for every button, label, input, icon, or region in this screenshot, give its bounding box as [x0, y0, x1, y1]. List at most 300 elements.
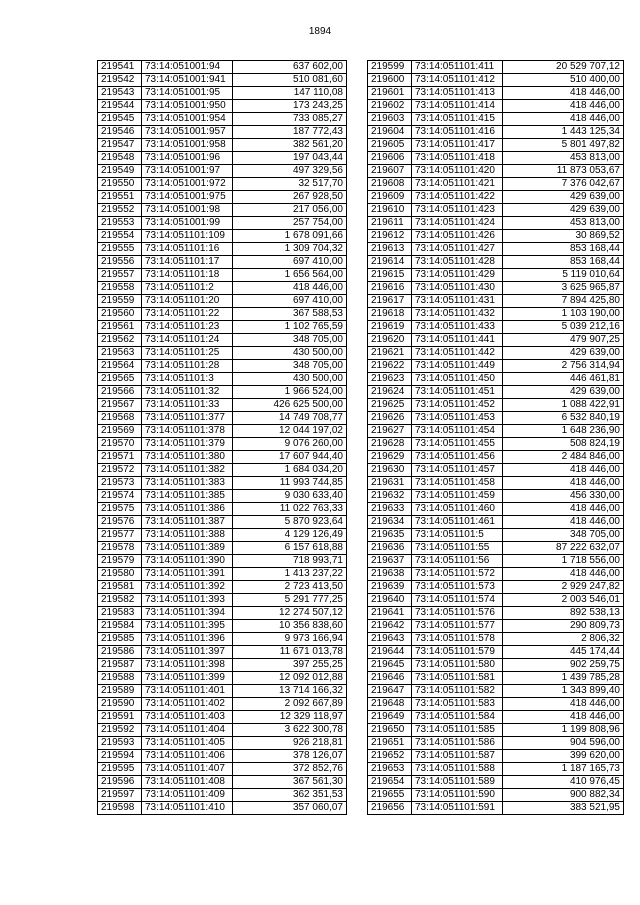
table-row: [368, 282, 624, 295]
row-number: 219637: [368, 555, 412, 568]
cadastral-number: 73:14:051101:56: [412, 555, 503, 568]
table-row: [368, 529, 624, 542]
cadastral-value: 497 329,56: [233, 165, 347, 178]
cadastral-number: 73:14:051101:414: [412, 100, 503, 113]
row-number: 219605: [368, 139, 412, 152]
cadastral-number: 73:14:051101:588: [412, 763, 503, 776]
row-number: 219585: [98, 633, 142, 646]
table-row: [98, 555, 347, 568]
cadastral-number: 73:14:051101:442: [412, 347, 503, 360]
row-number: 219565: [98, 373, 142, 386]
table-row: [98, 672, 347, 685]
table-row: [98, 204, 347, 217]
row-number: 219581: [98, 581, 142, 594]
row-number: 219586: [98, 646, 142, 659]
row-number: 219575: [98, 503, 142, 516]
table-row: [368, 360, 624, 373]
cadastral-value: 5 119 010,64: [503, 269, 624, 282]
row-number: 219564: [98, 360, 142, 373]
table-row: [98, 594, 347, 607]
table-row: [98, 321, 347, 334]
table-row: [98, 347, 347, 360]
cadastral-value: 418 446,00: [503, 100, 624, 113]
cadastral-value: 2 723 413,50: [233, 581, 347, 594]
row-number: 219617: [368, 295, 412, 308]
cadastral-number: 73:14:051101:5: [412, 529, 503, 542]
cadastral-value: 12 092 012,88: [233, 672, 347, 685]
table-row: [98, 503, 347, 516]
row-number: 219603: [368, 113, 412, 126]
cadastral-value: 1 102 765,59: [233, 321, 347, 334]
cadastral-value: 2 003 546,01: [503, 594, 624, 607]
table-row: [98, 178, 347, 191]
cadastral-number: 73:14:051101:450: [412, 373, 503, 386]
cadastral-number: 73:14:051101:418: [412, 152, 503, 165]
row-number: 219598: [98, 802, 142, 815]
cadastral-value: 7 376 042,67: [503, 178, 624, 191]
row-number: 219546: [98, 126, 142, 139]
row-number: 219574: [98, 490, 142, 503]
row-number: 219566: [98, 386, 142, 399]
cadastral-number: 73:14:051101:394: [142, 607, 233, 620]
cadastral-value: 418 446,00: [503, 87, 624, 100]
cadastral-number: 73:14:051101:25: [142, 347, 233, 360]
cadastral-value: 11 022 763,33: [233, 503, 347, 516]
cadastral-value: 1 966 524,00: [233, 386, 347, 399]
table-row: [98, 74, 347, 87]
table-row: [98, 568, 347, 581]
cadastral-value: 430 500,00: [233, 373, 347, 386]
row-number: 219641: [368, 607, 412, 620]
cadastral-value: 853 168,44: [503, 243, 624, 256]
row-number: 219587: [98, 659, 142, 672]
row-number: 219615: [368, 269, 412, 282]
table-row: [98, 607, 347, 620]
cadastral-value: 479 907,25: [503, 334, 624, 347]
table-row: [98, 282, 347, 295]
table-row: [98, 659, 347, 672]
cadastral-number: 73:14:051001:950: [142, 100, 233, 113]
cadastral-value: 6 157 618,88: [233, 542, 347, 555]
cadastral-value: 348 705,00: [503, 529, 624, 542]
row-number: 219644: [368, 646, 412, 659]
cadastral-number: 73:14:051001:99: [142, 217, 233, 230]
cadastral-value: 892 538,13: [503, 607, 624, 620]
table-row: [98, 737, 347, 750]
cadastral-value: 348 705,00: [233, 334, 347, 347]
table-row: [368, 61, 624, 74]
row-number: 219643: [368, 633, 412, 646]
cadastral-value: 11 873 053,67: [503, 165, 624, 178]
row-number: 219550: [98, 178, 142, 191]
cadastral-number: 73:14:051101:426: [412, 230, 503, 243]
cadastral-number: 73:14:051101:417: [412, 139, 503, 152]
cadastral-number: 73:14:051101:456: [412, 451, 503, 464]
row-number: 219572: [98, 464, 142, 477]
cadastral-value: 399 620,00: [503, 750, 624, 763]
table-row: [98, 425, 347, 438]
cadastral-value: 1 088 422,91: [503, 399, 624, 412]
row-number: 219606: [368, 152, 412, 165]
cadastral-number: 73:14:051101:573: [412, 581, 503, 594]
table-row: [368, 100, 624, 113]
table-row: [98, 126, 347, 139]
row-number: 219650: [368, 724, 412, 737]
table-row: [98, 542, 347, 555]
cadastral-value: 2 484 846,00: [503, 451, 624, 464]
cadastral-value: 1 187 165,73: [503, 763, 624, 776]
table-row: [98, 243, 347, 256]
cadastral-value: 510 400,00: [503, 74, 624, 87]
table-row: [368, 724, 624, 737]
cadastral-number: 73:14:051101:407: [142, 763, 233, 776]
cadastral-number: 73:14:051101:396: [142, 633, 233, 646]
cadastral-number: 73:14:051101:455: [412, 438, 503, 451]
cadastral-value: 697 410,00: [233, 256, 347, 269]
cadastral-number: 73:14:051101:433: [412, 321, 503, 334]
cadastral-value: 2 806,32: [503, 633, 624, 646]
row-number: 219579: [98, 555, 142, 568]
row-number: 219543: [98, 87, 142, 100]
row-number: 219553: [98, 217, 142, 230]
row-number: 219647: [368, 685, 412, 698]
table-row: [98, 789, 347, 802]
cadastral-value: 418 446,00: [503, 698, 624, 711]
cadastral-value: 429 639,00: [503, 191, 624, 204]
cadastral-value: 217 056,00: [233, 204, 347, 217]
table-row: [368, 87, 624, 100]
row-number: 219544: [98, 100, 142, 113]
cadastral-number: 73:14:051001:975: [142, 191, 233, 204]
row-number: 219609: [368, 191, 412, 204]
row-number: 219636: [368, 542, 412, 555]
table-row: [368, 711, 624, 724]
cadastral-value: 3 622 300,78: [233, 724, 347, 737]
cadastral-number: 73:14:051101:449: [412, 360, 503, 373]
cadastral-value: 267 928,50: [233, 191, 347, 204]
cadastral-number: 73:14:051101:411: [412, 61, 503, 74]
cadastral-value: 718 993,71: [233, 555, 347, 568]
cadastral-value: 197 043,44: [233, 152, 347, 165]
table-row: [368, 789, 624, 802]
row-number: 219590: [98, 698, 142, 711]
cadastral-number: 73:14:051101:431: [412, 295, 503, 308]
cadastral-value: 9 030 633,40: [233, 490, 347, 503]
row-number: 219628: [368, 438, 412, 451]
cadastral-number: 73:14:051101:460: [412, 503, 503, 516]
cadastral-number: 73:14:051101:416: [412, 126, 503, 139]
cadastral-value: 9 076 260,00: [233, 438, 347, 451]
row-number: 219633: [368, 503, 412, 516]
cadastral-number: 73:14:051101:577: [412, 620, 503, 633]
row-number: 219642: [368, 620, 412, 633]
cadastral-number: 73:14:051101:423: [412, 204, 503, 217]
row-number: 219645: [368, 659, 412, 672]
cadastral-number: 73:14:051101:587: [412, 750, 503, 763]
cadastral-value: 17 607 944,40: [233, 451, 347, 464]
cadastral-number: 73:14:051101:428: [412, 256, 503, 269]
table-row: [98, 451, 347, 464]
cadastral-number: 73:14:051101:585: [412, 724, 503, 737]
row-number: 219655: [368, 789, 412, 802]
cadastral-number: 73:14:051101:452: [412, 399, 503, 412]
table-row: [98, 802, 347, 815]
table-row: [368, 399, 624, 412]
cadastral-value: 418 446,00: [503, 516, 624, 529]
table-row: [368, 776, 624, 789]
cadastral-number: 73:14:051101:379: [142, 438, 233, 451]
table-row: [98, 776, 347, 789]
cadastral-number: 73:14:051101:441: [412, 334, 503, 347]
table-row: [98, 581, 347, 594]
row-number: 219635: [368, 529, 412, 542]
table-row: [368, 373, 624, 386]
page-number: 1894: [308, 26, 332, 37]
cadastral-number: 73:14:051001:958: [142, 139, 233, 152]
table-row: [98, 386, 347, 399]
row-number: 219545: [98, 113, 142, 126]
table-row: [368, 698, 624, 711]
row-number: 219583: [98, 607, 142, 620]
table-row: [98, 152, 347, 165]
row-number: 219593: [98, 737, 142, 750]
row-number: 219559: [98, 295, 142, 308]
registry-table-right: [367, 60, 624, 815]
table-row: [368, 672, 624, 685]
table-row: [98, 698, 347, 711]
table-row: [98, 113, 347, 126]
cadastral-number: 73:14:051101:23: [142, 321, 233, 334]
row-number: 219610: [368, 204, 412, 217]
cadastral-number: 73:14:051101:380: [142, 451, 233, 464]
row-number: 219591: [98, 711, 142, 724]
row-number: 219547: [98, 139, 142, 152]
row-number: 219621: [368, 347, 412, 360]
table-row: [368, 568, 624, 581]
cadastral-value: 257 754,00: [233, 217, 347, 230]
row-number: 219638: [368, 568, 412, 581]
cadastral-number: 73:14:051101:576: [412, 607, 503, 620]
table-row: [368, 685, 624, 698]
table-row: [368, 425, 624, 438]
row-number: 219652: [368, 750, 412, 763]
row-number: 219577: [98, 529, 142, 542]
cadastral-number: 73:14:051101:591: [412, 802, 503, 815]
table-row: [368, 464, 624, 477]
row-number: 219589: [98, 685, 142, 698]
table-row: [368, 802, 624, 815]
row-number: 219607: [368, 165, 412, 178]
cadastral-value: 429 639,00: [503, 347, 624, 360]
cadastral-value: 5 291 777,25: [233, 594, 347, 607]
cadastral-number: 73:14:051101:461: [412, 516, 503, 529]
cadastral-value: 926 218,81: [233, 737, 347, 750]
table-row: [368, 321, 624, 334]
cadastral-number: 73:14:051101:395: [142, 620, 233, 633]
cadastral-number: 73:14:051101:387: [142, 516, 233, 529]
cadastral-number: 73:14:051101:430: [412, 282, 503, 295]
row-number: 219555: [98, 243, 142, 256]
cadastral-value: 20 529 707,12: [503, 61, 624, 74]
row-number: 219570: [98, 438, 142, 451]
cadastral-value: 508 824,19: [503, 438, 624, 451]
table-row: [98, 269, 347, 282]
table-row: [98, 139, 347, 152]
table-row: [98, 256, 347, 269]
table-row: [368, 451, 624, 464]
table-row: [98, 100, 347, 113]
cadastral-value: 904 596,00: [503, 737, 624, 750]
cadastral-value: 1 718 556,00: [503, 555, 624, 568]
cadastral-value: 445 174,44: [503, 646, 624, 659]
table-row: [98, 620, 347, 633]
table-row: [368, 165, 624, 178]
cadastral-number: 73:14:051101:453: [412, 412, 503, 425]
cadastral-number: 73:14:051101:451: [412, 386, 503, 399]
cadastral-number: 73:14:051101:457: [412, 464, 503, 477]
row-number: 219601: [368, 87, 412, 100]
table-row: [368, 555, 624, 568]
cadastral-number: 73:14:051101:409: [142, 789, 233, 802]
cadastral-number: 73:14:051101:392: [142, 581, 233, 594]
row-number: 219596: [98, 776, 142, 789]
table-row: [98, 438, 347, 451]
row-number: 219562: [98, 334, 142, 347]
cadastral-value: 453 813,00: [503, 152, 624, 165]
row-number: 219614: [368, 256, 412, 269]
cadastral-number: 73:14:051101:386: [142, 503, 233, 516]
cadastral-number: 73:14:051101:28: [142, 360, 233, 373]
table-row: [98, 191, 347, 204]
table-row: [98, 477, 347, 490]
cadastral-value: 3 625 965,87: [503, 282, 624, 295]
cadastral-value: 7 894 425,80: [503, 295, 624, 308]
cadastral-value: 10 356 838,60: [233, 620, 347, 633]
cadastral-value: 173 243,25: [233, 100, 347, 113]
cadastral-number: 73:14:051101:427: [412, 243, 503, 256]
row-number: 219552: [98, 204, 142, 217]
row-number: 219620: [368, 334, 412, 347]
row-number: 219611: [368, 217, 412, 230]
cadastral-value: 510 081,60: [233, 74, 347, 87]
table-row: [98, 61, 347, 74]
table-row: [98, 373, 347, 386]
row-number: 219602: [368, 100, 412, 113]
table-row: [98, 646, 347, 659]
cadastral-number: 73:14:051101:572: [412, 568, 503, 581]
table-row: [368, 594, 624, 607]
row-number: 219556: [98, 256, 142, 269]
table-row: [368, 659, 624, 672]
table-row: [368, 126, 624, 139]
cadastral-number: 73:14:051101:422: [412, 191, 503, 204]
cadastral-number: 73:14:051101:18: [142, 269, 233, 282]
row-number: 219595: [98, 763, 142, 776]
cadastral-number: 73:14:051001:96: [142, 152, 233, 165]
cadastral-number: 73:14:051101:391: [142, 568, 233, 581]
table-row: [368, 620, 624, 633]
row-number: 219597: [98, 789, 142, 802]
cadastral-value: 697 410,00: [233, 295, 347, 308]
table-row: [368, 633, 624, 646]
cadastral-number: 73:14:051101:413: [412, 87, 503, 100]
row-number: 219626: [368, 412, 412, 425]
row-number: 219554: [98, 230, 142, 243]
cadastral-number: 73:14:051101:377: [142, 412, 233, 425]
table-row: [98, 87, 347, 100]
cadastral-number: 73:14:051101:401: [142, 685, 233, 698]
cadastral-value: 426 625 500,00: [233, 399, 347, 412]
table-row: [98, 360, 347, 373]
cadastral-number: 73:14:051101:580: [412, 659, 503, 672]
cadastral-number: 73:14:051101:421: [412, 178, 503, 191]
cadastral-value: 456 330,00: [503, 490, 624, 503]
cadastral-number: 73:14:051101:589: [412, 776, 503, 789]
table-row: [368, 516, 624, 529]
cadastral-number: 73:14:051001:97: [142, 165, 233, 178]
row-number: 219542: [98, 74, 142, 87]
row-number: 219622: [368, 360, 412, 373]
row-number: 219588: [98, 672, 142, 685]
cadastral-value: 5 039 212,16: [503, 321, 624, 334]
table-row: [98, 724, 347, 737]
cadastral-number: 73:14:051101:404: [142, 724, 233, 737]
cadastral-number: 73:14:051101:32: [142, 386, 233, 399]
row-number: 219561: [98, 321, 142, 334]
row-number: 219604: [368, 126, 412, 139]
cadastral-value: 11 671 013,78: [233, 646, 347, 659]
cadastral-number: 73:14:051101:590: [412, 789, 503, 802]
cadastral-value: 378 126,07: [233, 750, 347, 763]
row-number: 219639: [368, 581, 412, 594]
cadastral-value: 900 882,34: [503, 789, 624, 802]
row-number: 219630: [368, 464, 412, 477]
cadastral-value: 30 869,52: [503, 230, 624, 243]
cadastral-number: 73:14:051101:378: [142, 425, 233, 438]
cadastral-value: 418 446,00: [503, 477, 624, 490]
cadastral-number: 73:14:051101:393: [142, 594, 233, 607]
table-row: [368, 230, 624, 243]
cadastral-number: 73:14:051101:412: [412, 74, 503, 87]
table-row: [368, 607, 624, 620]
row-number: 219618: [368, 308, 412, 321]
cadastral-value: 418 446,00: [503, 711, 624, 724]
row-number: 219594: [98, 750, 142, 763]
cadastral-number: 73:14:051101:581: [412, 672, 503, 685]
cadastral-value: 1 413 237,22: [233, 568, 347, 581]
cadastral-value: 418 446,00: [233, 282, 347, 295]
cadastral-number: 73:14:051101:397: [142, 646, 233, 659]
cadastral-number: 73:14:051101:578: [412, 633, 503, 646]
cadastral-value: 733 085,27: [233, 113, 347, 126]
cadastral-value: 410 976,45: [503, 776, 624, 789]
table-row: [368, 750, 624, 763]
cadastral-value: 418 446,00: [503, 464, 624, 477]
cadastral-number: 73:14:051101:582: [412, 685, 503, 698]
cadastral-value: 637 602,00: [233, 61, 347, 74]
cadastral-value: 446 461,81: [503, 373, 624, 386]
table-row: [368, 646, 624, 659]
cadastral-value: 1 439 785,28: [503, 672, 624, 685]
table-row: [98, 308, 347, 321]
row-number: 219648: [368, 698, 412, 711]
table-row: [368, 542, 624, 555]
cadastral-number: 73:14:051001:95: [142, 87, 233, 100]
cadastral-value: 418 446,00: [503, 113, 624, 126]
row-number: 219571: [98, 451, 142, 464]
cadastral-number: 73:14:051101:415: [412, 113, 503, 126]
row-number: 219627: [368, 425, 412, 438]
